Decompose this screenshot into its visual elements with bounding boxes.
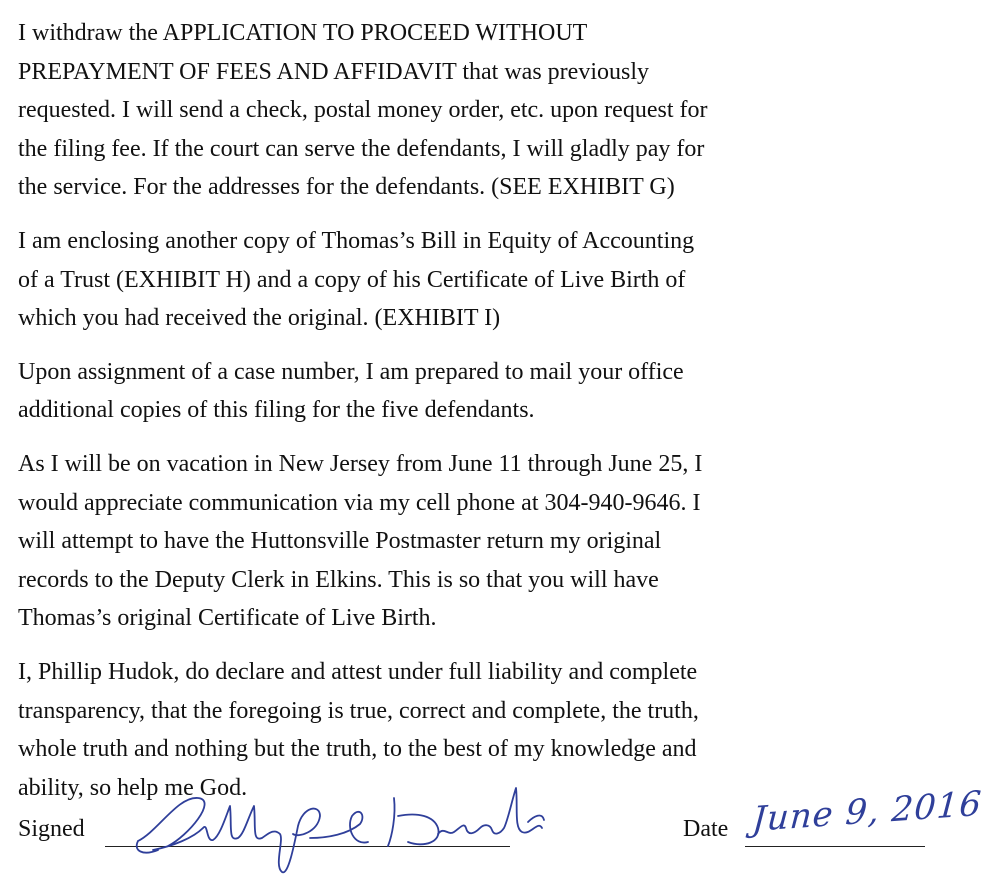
text-line: Upon assignment of a case number, I am prepared to mail your office [18, 358, 684, 385]
signed-label: Signed [18, 816, 85, 842]
text-line: will attempt to have the Huttonsville Postmaster return my original [18, 528, 662, 555]
text-line: PREPAYMENT OF FEES AND AFFIDAVIT that was previously [18, 58, 649, 85]
date-label: Date [683, 816, 729, 842]
text-line: I withdraw the APPLICATION TO PROCEED WITHOUT [18, 20, 588, 46]
text-line: transparency, that the foregoing is true, correct and complete, the truth, [18, 697, 699, 724]
text-line: records to the Deputy Clerk in Elkins. This is so that you will have [18, 566, 659, 593]
paragraph-withdrawal [18, 14, 933, 207]
text-line: I am enclosing another copy of Thomas’s Bill in Equity of Accounting [18, 227, 695, 254]
text-line: requested. I will send a check, postal money order, etc. upon request for [18, 97, 708, 124]
paragraph-case-number [18, 353, 933, 430]
paragraph-enclosures [18, 222, 933, 338]
text-line: the filing fee. If the court can serve the defendants, I will gladly pay for [18, 135, 705, 162]
letter-body [18, 14, 933, 822]
text-line: would appreciate communication via my cell phone at 304-940-9646. I [18, 489, 701, 516]
handwritten-signature [98, 776, 558, 880]
text-line: As I will be on vacation in New Jersey from June 11 through June 25, I [18, 450, 703, 477]
text-line: ability, so help me God. [18, 774, 248, 801]
date-line [745, 846, 925, 847]
paragraph-vacation [18, 445, 933, 638]
handwritten-date: June 9, 2016 [751, 783, 983, 840]
text-line: whole truth and nothing but the truth, to the best of my knowledge and [18, 736, 697, 763]
text-line: Thomas’s original Certificate of Live Birth. [18, 605, 437, 632]
text-line: I, Phillip Hudok, do declare and attest under full liability and complete [18, 658, 698, 685]
text-line: which you had received the original. (EXHIBIT I) [18, 305, 501, 332]
text-line: additional copies of this filing for the five defendants. [18, 397, 535, 424]
text-line: the service. For the addresses for the defendants. (SEE EXHIBIT G) [18, 174, 675, 201]
text-line: of a Trust (EXHIBIT H) and a copy of his Certificate of Live Birth of [18, 266, 686, 293]
